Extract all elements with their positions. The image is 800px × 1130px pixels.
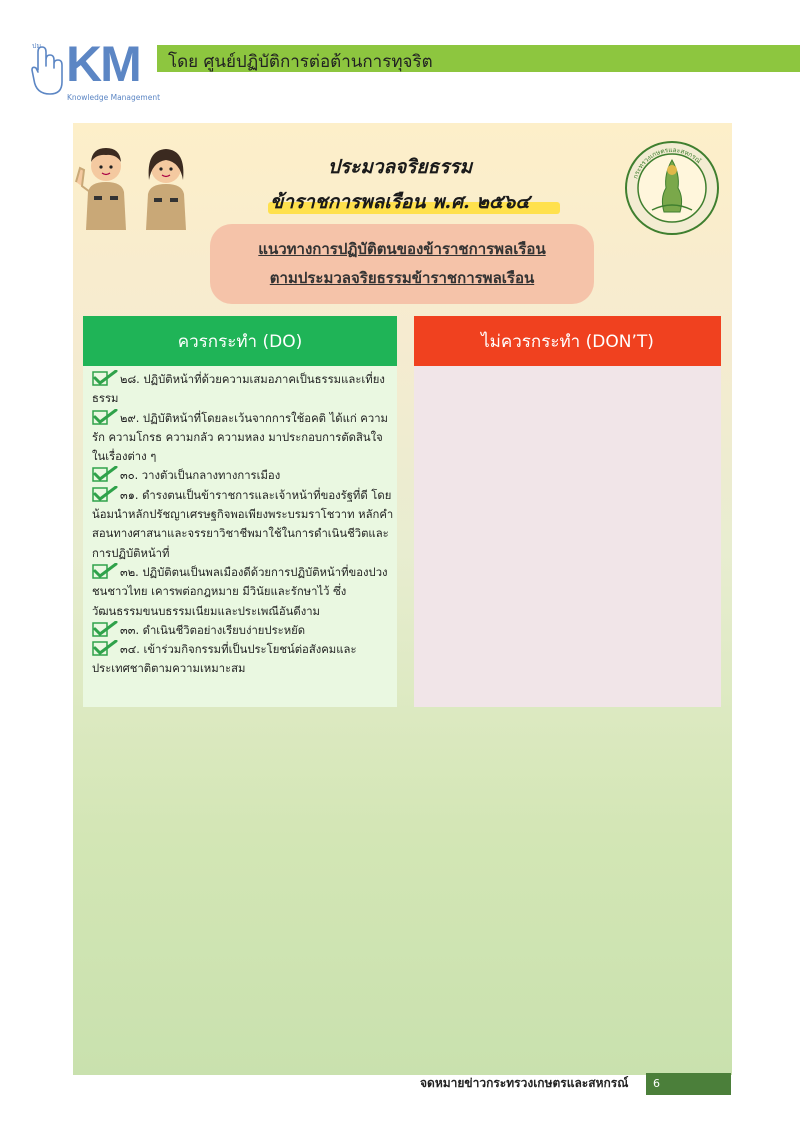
do-list bbox=[92, 370, 394, 679]
document-subtitle: ข้าราชการพลเรือน พ.ศ. ๒๕๖๔ bbox=[270, 191, 530, 213]
guide-line-1: แนวทางการปฏิบัติตนของข้าราชการพลเรือน bbox=[258, 240, 546, 258]
km-logo: KM bbox=[66, 36, 140, 92]
km-logo-subtitle: Knowledge Management bbox=[67, 93, 161, 102]
checkmark-icon bbox=[92, 563, 118, 579]
svg-text:ปม: ปม bbox=[32, 42, 42, 50]
list-item: ๓๔. เข้าร่วมกิจกรรมที่เป็นประโยชน์ต่อสังคมและประเทศชาติตามความเหมาะสม bbox=[92, 640, 394, 679]
header-byline: โดย ศูนย์ปฏิบัติการต่อต้านการทุจริต bbox=[168, 52, 433, 72]
checkmark-icon bbox=[92, 640, 118, 656]
checkmark-icon bbox=[92, 370, 118, 386]
ministry-seal-icon bbox=[624, 140, 720, 236]
list-item: ๒๘. ปฏิบัติหน้าที่ด้วยความเสมอภาคเป็นธรรมและเที่ยงธรรม bbox=[92, 370, 394, 409]
list-item: ๓๑. ดำรงตนเป็นข้าราชการและเจ้าหน้าที่ของรัฐที่ดี โดยน้อมนำหลักปรัชญาเศรษฐกิจพอเพียงพระบรมราโชวาท หลักคำสอนทางศาสนาและจรรยาวิชาชีพมาใช้ในการดำเนินชีวิตและการปฏิบัติหน้าที่ bbox=[92, 486, 394, 563]
page-number: 6 bbox=[653, 1077, 660, 1090]
list-item: ๓๒. ปฏิบัติตนเป็นพลเมืองดีด้วยการปฏิบัติหน้าที่ของปวงชนชาวไทย เคารพต่อกฎหมาย มีวินัยและรักษาไว้ ซึ่งวัฒนธรรมขนบธรรมเนียมและประเพณีอันดีงาม bbox=[92, 563, 394, 621]
document-title: ประมวลจริยธรรม bbox=[327, 156, 473, 178]
list-item: ๓๐. วางตัวเป็นกลางทางการเมือง bbox=[92, 466, 394, 485]
checkmark-icon bbox=[92, 466, 118, 482]
hand-icon bbox=[30, 40, 70, 98]
list-item: ๒๙. ปฏิบัติหน้าที่โดยละเว้นจากการใช้อคติ ได้แก่ ความรัก ความโกรธ ความกลัว ความหลง มาประกอบการตัดสินใจในเรื่องต่าง ๆ bbox=[92, 409, 394, 467]
dont-column-header: ไม่ควรกระทำ (DON’T) bbox=[414, 316, 721, 366]
checkmark-icon bbox=[92, 409, 118, 425]
checkmark-icon bbox=[92, 486, 118, 502]
checkmark-icon bbox=[92, 621, 118, 637]
do-column-header: ควรกระทำ (DO) bbox=[83, 316, 397, 366]
guide-box bbox=[210, 224, 594, 304]
seal-text: กระทรวงเกษตรและสหกรณ์ bbox=[631, 145, 703, 180]
dont-column-body bbox=[414, 366, 721, 707]
list-item: ๓๓. ดำเนินชีวิตอย่างเรียบง่ายประหยัด bbox=[92, 621, 394, 640]
guide-line-2: ตามประมวลจริยธรรมข้าราชการพลเรือน bbox=[269, 269, 535, 287]
footer-text: จดหมายข่าวกระทรวงเกษตรและสหกรณ์ bbox=[420, 1076, 629, 1090]
